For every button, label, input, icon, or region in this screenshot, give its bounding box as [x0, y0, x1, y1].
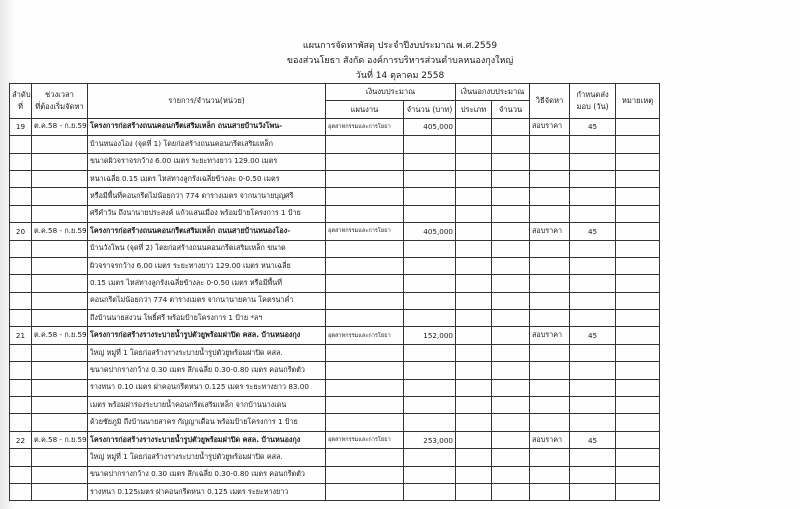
row-delivery-days: 45	[570, 118, 616, 135]
row-number	[10, 153, 32, 170]
row-method	[530, 483, 570, 500]
row-delivery-days	[570, 362, 616, 379]
row-budget-plan	[326, 205, 404, 222]
row-budget-amount	[404, 379, 456, 396]
row-extra-type	[456, 449, 492, 466]
col-budget-header: เงินงบประมาณ	[326, 84, 456, 101]
row-extra-amount	[492, 397, 530, 414]
row-budget-plan	[326, 188, 404, 205]
row-item-text: ศรีคำวัน ถึงนานายประสงค์ แก้วแสนเมือง พร้อมป้ายโครงการ 1 ป้าย	[88, 205, 326, 222]
table-row	[10, 240, 660, 257]
row-number	[10, 257, 32, 274]
row-delivery-days	[570, 379, 616, 396]
col-delivery-label: กำหนดส่ง	[576, 89, 609, 99]
row-remark	[616, 344, 660, 361]
row-period	[32, 275, 88, 292]
row-budget-plan	[326, 257, 404, 274]
row-budget-plan	[326, 379, 404, 396]
row-remark	[616, 327, 660, 344]
row-extra-type	[456, 344, 492, 361]
table-row	[10, 327, 660, 344]
row-delivery-days	[570, 275, 616, 292]
row-method	[530, 466, 570, 483]
agency-subtitle: ของส่วนโยธา สังกัด องค์การบริหารส่วนตำบลหนองกุงใหญ่	[286, 56, 514, 66]
row-budget-plan: อุตสาหกรรมและการโยธา	[326, 327, 404, 344]
row-number: 22	[10, 431, 32, 448]
row-budget-plan	[326, 170, 404, 187]
date-line: วันที่ 14 ตุลาคม 2558	[355, 71, 445, 81]
row-delivery-days	[570, 310, 616, 327]
row-extra-amount	[492, 153, 530, 170]
row-remark	[616, 136, 660, 153]
row-budget-amount: 405,000	[404, 118, 456, 135]
table-row	[10, 205, 660, 222]
row-delivery-days	[570, 292, 616, 309]
col-extra-amount-header: จำนวน	[492, 101, 530, 118]
row-number	[10, 362, 32, 379]
row-delivery-days	[570, 205, 616, 222]
table-row	[10, 136, 660, 153]
row-delivery-days	[570, 153, 616, 170]
row-remark	[616, 275, 660, 292]
row-method	[530, 188, 570, 205]
col-order-label-2: ที่	[17, 101, 23, 111]
col-method-header: วิธีจัดหา	[530, 84, 570, 119]
row-period: ต.ค.58 - ก.ย.59	[32, 223, 88, 240]
row-item-text: บ้านหนองโอง (จุดที่ 1) โดยก่อสร้างถนนคอนกรีตเสริมเหล็ก	[88, 136, 326, 153]
row-remark	[616, 153, 660, 170]
row-budget-plan	[326, 292, 404, 309]
row-method	[530, 344, 570, 361]
row-extra-type	[456, 275, 492, 292]
row-method	[530, 292, 570, 309]
row-item-text: รางหนา 0.10 เมตร ฝาคอนกรีตหนา 0.125 เมตร ระยะทางยาว 83.00	[88, 379, 326, 396]
row-extra-amount	[492, 240, 530, 257]
row-method: สอบราคา	[530, 327, 570, 344]
row-delivery-days	[570, 170, 616, 187]
col-extra-header: เงินนอกงบประมาณ	[456, 84, 530, 101]
row-item-text: โครงการก่อสร้างถนนคอนกรีตเสริมเหล็ก ถนนสายบ้านวังโพน-	[88, 118, 326, 135]
row-item-text: คอนกรีตไม่น้อยกว่า 774 ตารางเมตร จากนานายคาน โคตรนาค่ำ	[88, 292, 326, 309]
row-budget-amount	[404, 188, 456, 205]
row-period	[32, 414, 88, 431]
row-budget-plan	[326, 397, 404, 414]
row-number	[10, 397, 32, 414]
row-method	[530, 153, 570, 170]
row-extra-amount	[492, 223, 530, 240]
row-extra-type	[456, 240, 492, 257]
row-remark	[616, 379, 660, 396]
table-body	[10, 118, 660, 501]
table-row	[10, 344, 660, 361]
row-period	[32, 292, 88, 309]
row-budget-amount	[404, 344, 456, 361]
row-number	[10, 170, 32, 187]
row-method: สอบราคา	[530, 431, 570, 448]
row-period	[32, 449, 88, 466]
row-item-text: หรือมีพื้นที่คอนกรีตไม่น้อยกว่า 774 ตารางเมตร จากนานายบุญศรี	[88, 188, 326, 205]
row-budget-amount	[404, 275, 456, 292]
row-method	[530, 379, 570, 396]
table-row	[10, 275, 660, 292]
row-remark	[616, 205, 660, 222]
row-extra-amount	[492, 344, 530, 361]
row-delivery-days	[570, 136, 616, 153]
row-budget-plan: อุตสาหกรรมและการโยธา	[326, 118, 404, 135]
row-extra-amount	[492, 414, 530, 431]
row-item-text: โครงการก่อสร้างรางระบายน้ำรูปตัวยูพร้อมฝาปิด คสล. บ้านหนองกุง	[88, 327, 326, 344]
row-budget-plan	[326, 449, 404, 466]
row-method	[530, 414, 570, 431]
row-budget-plan	[326, 466, 404, 483]
row-period	[32, 257, 88, 274]
row-remark	[616, 240, 660, 257]
row-budget-amount: 152,000	[404, 327, 456, 344]
row-number: 20	[10, 223, 32, 240]
plan-title: แผนการจัดหาพัสดุ ประจำปีงบประมาณ พ.ศ.2559	[302, 41, 498, 51]
col-order-label: ลำดับ	[12, 89, 31, 99]
table-row	[10, 188, 660, 205]
row-delivery-days	[570, 240, 616, 257]
row-delivery-days	[570, 466, 616, 483]
row-extra-type	[456, 362, 492, 379]
row-extra-type	[456, 170, 492, 187]
row-budget-amount: 405,000	[404, 223, 456, 240]
row-remark	[616, 310, 660, 327]
table-row	[10, 257, 660, 274]
row-item-text: เมตร พร้อมฝาร่องระบายน้ำคอนกรีตเสริมเหล็ก จากบ้านนางเดน	[88, 397, 326, 414]
row-method	[530, 397, 570, 414]
table-row	[10, 153, 660, 170]
table-row	[10, 170, 660, 187]
table-row	[10, 431, 660, 448]
col-period-header	[32, 84, 88, 119]
row-number	[10, 136, 32, 153]
row-budget-amount	[404, 153, 456, 170]
row-extra-amount	[492, 118, 530, 135]
row-extra-type	[456, 292, 492, 309]
row-delivery-days	[570, 257, 616, 274]
row-method	[530, 362, 570, 379]
row-number	[10, 240, 32, 257]
row-period: ต.ค.58 - ก.ย.59	[32, 327, 88, 344]
row-extra-type	[456, 310, 492, 327]
row-delivery-days: 45	[570, 327, 616, 344]
row-number	[10, 379, 32, 396]
table-row	[10, 414, 660, 431]
row-delivery-days	[570, 344, 616, 361]
row-item-text: ถึงบ้านนายสงวน โพธิ์ศรี พร้อมป้ายโครงการ 1 ป้าย *ลฯ	[88, 310, 326, 327]
row-budget-amount: 253,000	[404, 431, 456, 448]
row-method	[530, 170, 570, 187]
procurement-table	[9, 83, 660, 501]
row-remark	[616, 292, 660, 309]
row-delivery-days	[570, 449, 616, 466]
row-item-text: ผิวจราจรกว้าง 6.00 เมตร ระยะทางยาว 129.00 เมตร หนาเฉลี่ย	[88, 257, 326, 274]
row-item-text: ใหญ่ หมู่ที่ 1 โดยก่อสร้างรางระบายน้ำรูปตัวยูพร้อมฝาปิด คสล.	[88, 344, 326, 361]
row-method	[530, 136, 570, 153]
table-row	[10, 449, 660, 466]
row-extra-type	[456, 466, 492, 483]
table-header	[10, 84, 660, 119]
row-extra-amount	[492, 136, 530, 153]
col-delivery-header	[570, 84, 616, 119]
row-extra-amount	[492, 379, 530, 396]
row-extra-type	[456, 136, 492, 153]
row-number	[10, 449, 32, 466]
row-remark	[616, 223, 660, 240]
col-remark-header: หมายเหตุ	[616, 84, 660, 119]
row-number	[10, 292, 32, 309]
row-budget-amount	[404, 136, 456, 153]
row-delivery-days	[570, 188, 616, 205]
table-row	[10, 379, 660, 396]
row-budget-amount	[404, 205, 456, 222]
row-budget-amount	[404, 466, 456, 483]
row-extra-type	[456, 414, 492, 431]
row-method	[530, 310, 570, 327]
row-method: สอบราคา	[530, 118, 570, 135]
row-budget-plan	[326, 240, 404, 257]
table-row	[10, 466, 660, 483]
row-budget-plan	[326, 136, 404, 153]
row-number	[10, 414, 32, 431]
row-period	[32, 136, 88, 153]
row-budget-amount	[404, 397, 456, 414]
row-delivery-days: 45	[570, 223, 616, 240]
row-remark	[616, 431, 660, 448]
row-period	[32, 344, 88, 361]
row-extra-type	[456, 257, 492, 274]
row-budget-plan	[326, 483, 404, 500]
row-budget-plan	[326, 362, 404, 379]
row-extra-type	[456, 223, 492, 240]
row-extra-amount	[492, 431, 530, 448]
row-method	[530, 449, 570, 466]
row-item-text: ขนาดผิวจราจรกว้าง 6.00 เมตร ระยะทางยาว 129.00 เมตร	[88, 153, 326, 170]
row-number	[10, 188, 32, 205]
row-budget-plan	[326, 310, 404, 327]
row-remark	[616, 118, 660, 135]
row-budget-amount	[404, 170, 456, 187]
row-extra-type	[456, 327, 492, 344]
row-budget-plan	[326, 344, 404, 361]
row-extra-amount	[492, 483, 530, 500]
row-extra-amount	[492, 170, 530, 187]
row-budget-amount	[404, 240, 456, 257]
row-period	[32, 205, 88, 222]
row-item-text: รางหนา 0.125เมตร ฝาคอนกรีตหนา 0.125 เมตร ระยะทางยาว	[88, 483, 326, 500]
row-period	[32, 170, 88, 187]
row-period	[32, 153, 88, 170]
row-number	[10, 205, 32, 222]
col-period-label: ช่วงเวลา	[45, 89, 74, 99]
row-extra-type	[456, 205, 492, 222]
row-item-text: 0.15 เมตร ไหล่ทางลูกรังเฉลี่ยข้างละ 0-0.50 เมตร หรือมีพื้นที่	[88, 275, 326, 292]
row-item-text: หนาเฉลี่ย 0.15 เมตร ไหล่ทางลูกรังเฉลี่ยข้างละ 0-0.50 เมตร	[88, 170, 326, 187]
row-period: ต.ค.58 - ก.ย.59	[32, 431, 88, 448]
row-period	[32, 362, 88, 379]
row-number	[10, 466, 32, 483]
row-extra-amount	[492, 275, 530, 292]
row-item-text: ขนาดปากรางกว้าง 0.30 เมตร ลึกเฉลี่ย 0.30-0.80 เมตร คอนกรีตตัว	[88, 362, 326, 379]
col-period-label-2: ที่ต้องเริ่มจัดหา	[35, 101, 84, 111]
col-delivery-label-2: มอบ (วัน)	[576, 101, 609, 111]
row-method	[530, 275, 570, 292]
row-period	[32, 397, 88, 414]
row-extra-amount	[492, 310, 530, 327]
row-budget-amount	[404, 449, 456, 466]
row-extra-amount	[492, 205, 530, 222]
row-number	[10, 344, 32, 361]
row-extra-amount	[492, 327, 530, 344]
row-extra-type	[456, 431, 492, 448]
row-remark	[616, 466, 660, 483]
col-budget-amount-header: จำนวน (บาท)	[404, 101, 456, 118]
row-number	[10, 275, 32, 292]
row-budget-amount	[404, 310, 456, 327]
row-period	[32, 188, 88, 205]
row-method: สอบราคา	[530, 223, 570, 240]
row-remark	[616, 414, 660, 431]
table-row	[10, 362, 660, 379]
row-extra-type	[456, 188, 492, 205]
row-period	[32, 483, 88, 500]
row-extra-amount	[492, 257, 530, 274]
row-period	[32, 310, 88, 327]
row-item-text: โครงการก่อสร้างรางระบายน้ำรูปตัวยูพร้อมฝาปิด คสล. บ้านหนองกุง	[88, 431, 326, 448]
row-period	[32, 240, 88, 257]
table-row	[10, 310, 660, 327]
row-number: 21	[10, 327, 32, 344]
row-extra-type	[456, 483, 492, 500]
row-delivery-days	[570, 397, 616, 414]
col-budget-plan-header: แผนงาน	[326, 101, 404, 118]
row-budget-amount	[404, 257, 456, 274]
row-remark	[616, 397, 660, 414]
table-row	[10, 223, 660, 240]
col-item-header: รายการ/จำนวน(หน่วย)	[88, 84, 326, 119]
row-item-text: ขนาดปากรางกว้าง 0.30 เมตร ลึกเฉลี่ย 0.30-0.80 เมตร คอนกรีตตัว	[88, 466, 326, 483]
row-method	[530, 240, 570, 257]
row-extra-amount	[492, 362, 530, 379]
row-budget-plan	[326, 414, 404, 431]
row-item-text: บ้านวังโพน (จุดที่ 2) โดยก่อสร้างถนนคอนกรีตเสริมเหล็ก ขนาด	[88, 240, 326, 257]
row-period: ต.ค.58 - ก.ย.59	[32, 118, 88, 135]
col-order-header	[10, 84, 32, 119]
row-item-text: ใหญ่ หมู่ที่ 1 โดยก่อสร้างรางระบายน้ำรูปตัวยูพร้อมฝาปิด คสล.	[88, 449, 326, 466]
row-budget-plan	[326, 275, 404, 292]
row-item-text: ด้วยชัยภูมิ ถึงบ้านนายสาคร กัญญาเดือน พร้อมป้ายโครงการ 1 ป้าย	[88, 414, 326, 431]
row-budget-amount	[404, 362, 456, 379]
row-extra-amount	[492, 188, 530, 205]
row-extra-type	[456, 379, 492, 396]
row-method	[530, 205, 570, 222]
row-remark	[616, 257, 660, 274]
row-number: 19	[10, 118, 32, 135]
row-remark	[616, 483, 660, 500]
row-budget-amount	[404, 483, 456, 500]
row-budget-plan	[326, 153, 404, 170]
row-remark	[616, 449, 660, 466]
row-item-text: โครงการก่อสร้างถนนคอนกรีตเสริมเหล็ก ถนนสายบ้านหนองโอง-	[88, 223, 326, 240]
table-row	[10, 292, 660, 309]
row-budget-amount	[404, 414, 456, 431]
row-remark	[616, 188, 660, 205]
row-extra-type	[456, 397, 492, 414]
col-extra-type-header: ประเภท	[456, 101, 492, 118]
row-number	[10, 310, 32, 327]
row-method	[530, 257, 570, 274]
row-delivery-days	[570, 414, 616, 431]
row-budget-amount	[404, 292, 456, 309]
row-extra-amount	[492, 466, 530, 483]
row-extra-amount	[492, 292, 530, 309]
row-budget-plan: อุตสาหกรรมและการโยธา	[326, 223, 404, 240]
table-row	[10, 118, 660, 135]
row-remark	[616, 362, 660, 379]
row-delivery-days: 45	[570, 431, 616, 448]
row-extra-amount	[492, 449, 530, 466]
table-row	[10, 397, 660, 414]
table-row	[10, 483, 660, 500]
row-extra-type	[456, 153, 492, 170]
row-budget-plan: อุตสาหกรรมและการโยธา	[326, 431, 404, 448]
row-extra-type	[456, 118, 492, 135]
row-number	[10, 483, 32, 500]
row-period	[32, 379, 88, 396]
row-delivery-days	[570, 483, 616, 500]
row-period	[32, 466, 88, 483]
row-remark	[616, 170, 660, 187]
